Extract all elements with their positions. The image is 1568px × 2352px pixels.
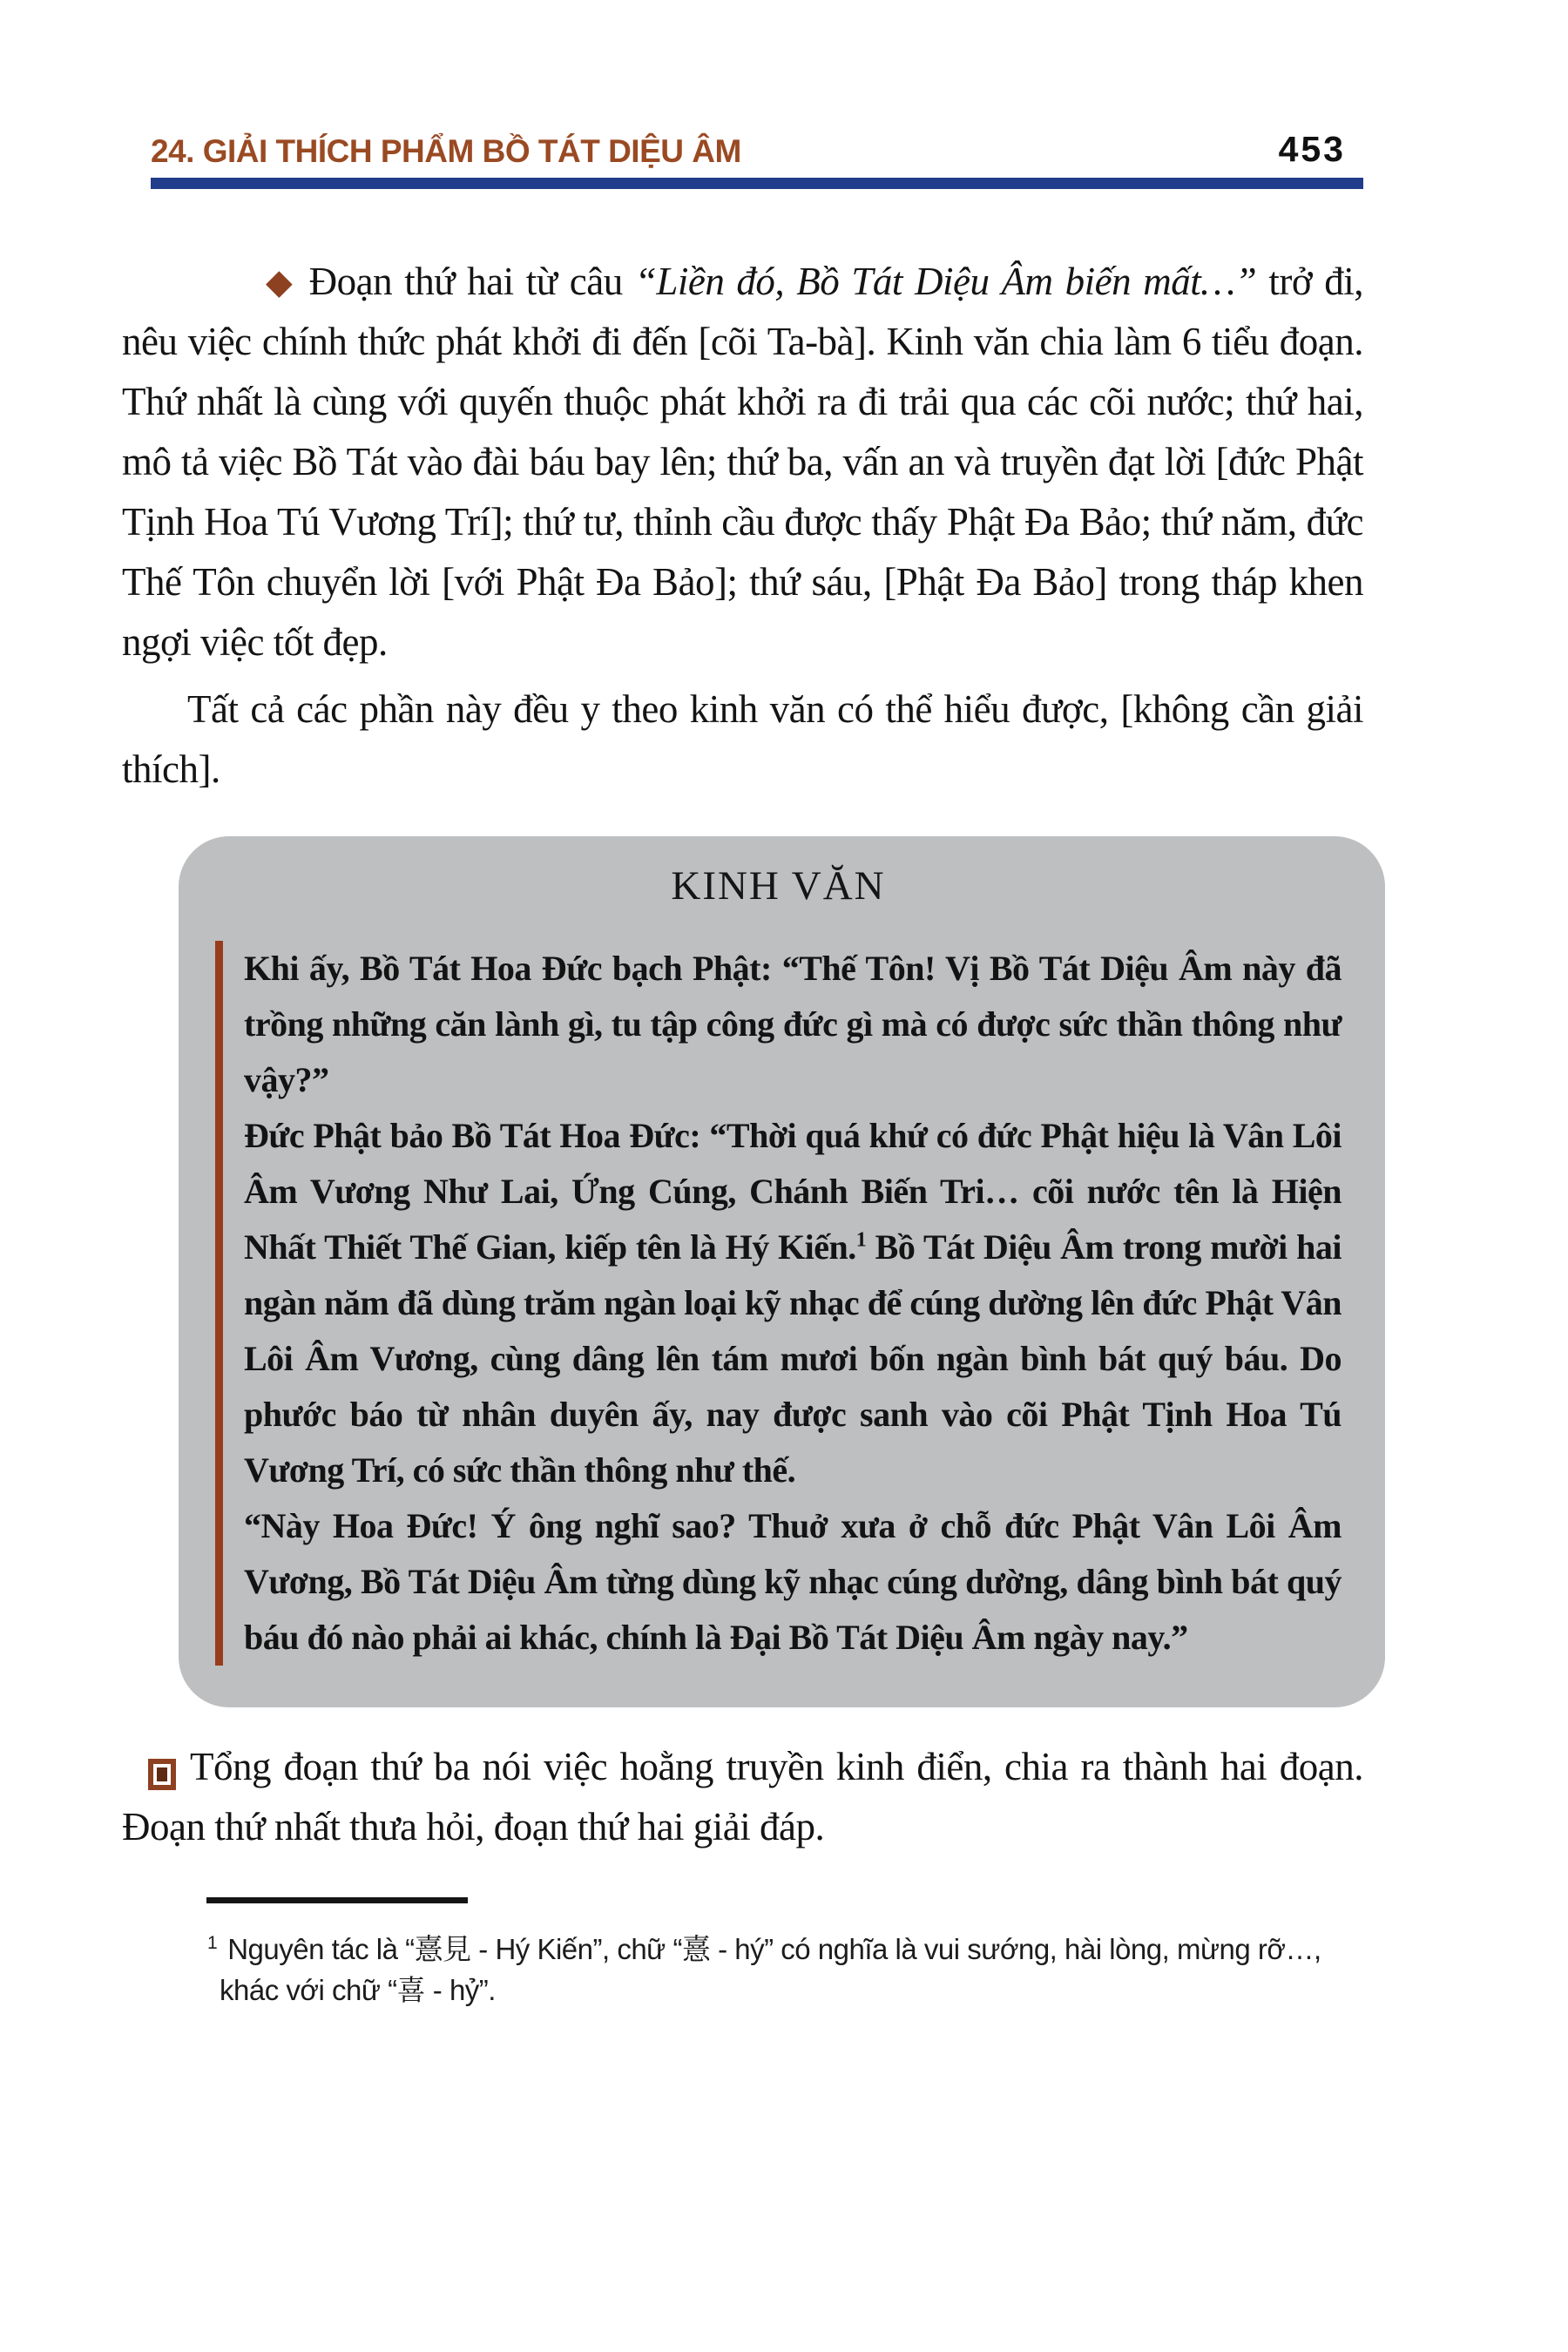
chapter-title: 24. GIẢI THÍCH PHẨM BỒ TÁT DIỆU ÂM [151, 133, 741, 169]
paragraph-commentary-3 [122, 1737, 1363, 1857]
paragraph-commentary-2: Tất cả các phần này đều y theo kinh văn có thể hiểu được, [không cần giải thích]. [122, 687, 1363, 791]
quote-left-bar [215, 941, 223, 1666]
sutra-quote-block [215, 941, 1342, 1666]
paragraph-lead-text: Đoạn thứ hai từ câu [308, 260, 635, 303]
footnote-text: Nguyên tác là “憙見 - Hý Kiến”, chữ “憙 - hý” có nghĩa là vui sướng, hài lòng, mừng rỡ…, khác với chữ “喜 - hỷ”. [220, 1933, 1321, 2006]
footnote-reference-1: 1 [855, 1228, 867, 1252]
footnote-area [122, 1897, 1363, 2011]
inline-sutra-quote: “Liền đó, Bồ Tát Diệu Âm biến mất…” [634, 260, 1257, 303]
page-body [122, 252, 1363, 1857]
book-page [0, 129, 1568, 2352]
sutra-paragraph-1: Khi ấy, Bồ Tát Hoa Đức bạch Phật: “Thế Tôn! Vị Bồ Tát Diệu Âm này đã trồng những căn lành gì, tu tập công đức gì mà có được sức thần thông như vậy?” [244, 949, 1342, 1099]
paragraph-text: Tổng đoạn thứ ba nói việc hoằng truyền kinh điển, chia ra thành hai đoạn. Đoạn thứ nhất thưa hỏi, đoạn thứ hai giải đáp. [122, 1745, 1363, 1848]
sutra-quote-text [244, 941, 1342, 1666]
footnote-separator [206, 1897, 468, 1903]
kinh-van-title: KINH VĂN [671, 863, 886, 909]
paragraph-commentary-1 [122, 252, 1363, 672]
footnote-marker: 1 [207, 1933, 218, 1953]
kinh-van-box [179, 836, 1385, 1707]
header-rule [151, 178, 1363, 189]
footnote-1 [122, 1923, 1363, 2011]
sutra-paragraph-2-continued: Bồ Tát Diệu Âm trong mười hai ngàn năm đã dùng trăm ngàn loại kỹ nhạc để cúng dường lên đức Phật Vân Lôi Âm Vương, cùng dâng lên tám mươi bốn ngàn bình bát quý báu. Do phước báo từ nhân duyên ấy, nay được sanh vào cõi Phật Tịnh Hoa Tú Vương Trí, có sức thần thông như thế. [244, 1227, 1342, 1490]
diamond-bullet-icon: ◆ [266, 262, 295, 301]
square-bullet-icon [148, 1759, 176, 1790]
paragraph-rest-text: trở đi, nêu việc chính thức phát khởi đi đến [cõi Ta-bà]. Kinh văn chia làm 6 tiểu đoạn. Thứ nhất là cùng với quyến thuộc phát khởi ra đi trải qua các cõi nước; thứ hai, mô tả việc Bồ Tát vào đài báu bay lên; thứ ba, vấn an và truyền đạt lời [đức Phật Tịnh Hoa Tú Vương Trí]; thứ tư, thỉnh cầu được thấy Phật Đa Bảo; thứ năm, đức Thế Tôn chuyển lời [với Phật Đa Bảo]; thứ sáu, [Phật Đa Bảo] trong tháp khen ngợi việc tốt đẹp. [122, 260, 1363, 664]
page-number: 453 [1278, 129, 1346, 169]
sutra-paragraph-2-text: Đức Phật bảo Bồ Tát Hoa Đức: “Thời quá khứ có đức Phật hiệu là Vân Lôi Âm Vương Như Lai, Ứng Cúng, Chánh Biến Tri… cõi nước tên là Hiện Nhất Thiết Thế Gian, kiếp tên là Hý Kiến. [244, 1116, 1342, 1267]
page-header [151, 129, 1363, 189]
sutra-paragraph-2 [244, 1108, 1342, 1498]
sutra-paragraph-3: “Này Hoa Đức! Ý ông nghĩ sao? Thuở xưa ở chỗ đức Phật Vân Lôi Âm Vương, Bồ Tát Diệu Âm từng dùng kỹ nhạc cúng dường, dâng bình bát quý báu đó nào phải ai khác, chính là Đại Bồ Tát Diệu Âm ngày nay.” [244, 1506, 1342, 1657]
